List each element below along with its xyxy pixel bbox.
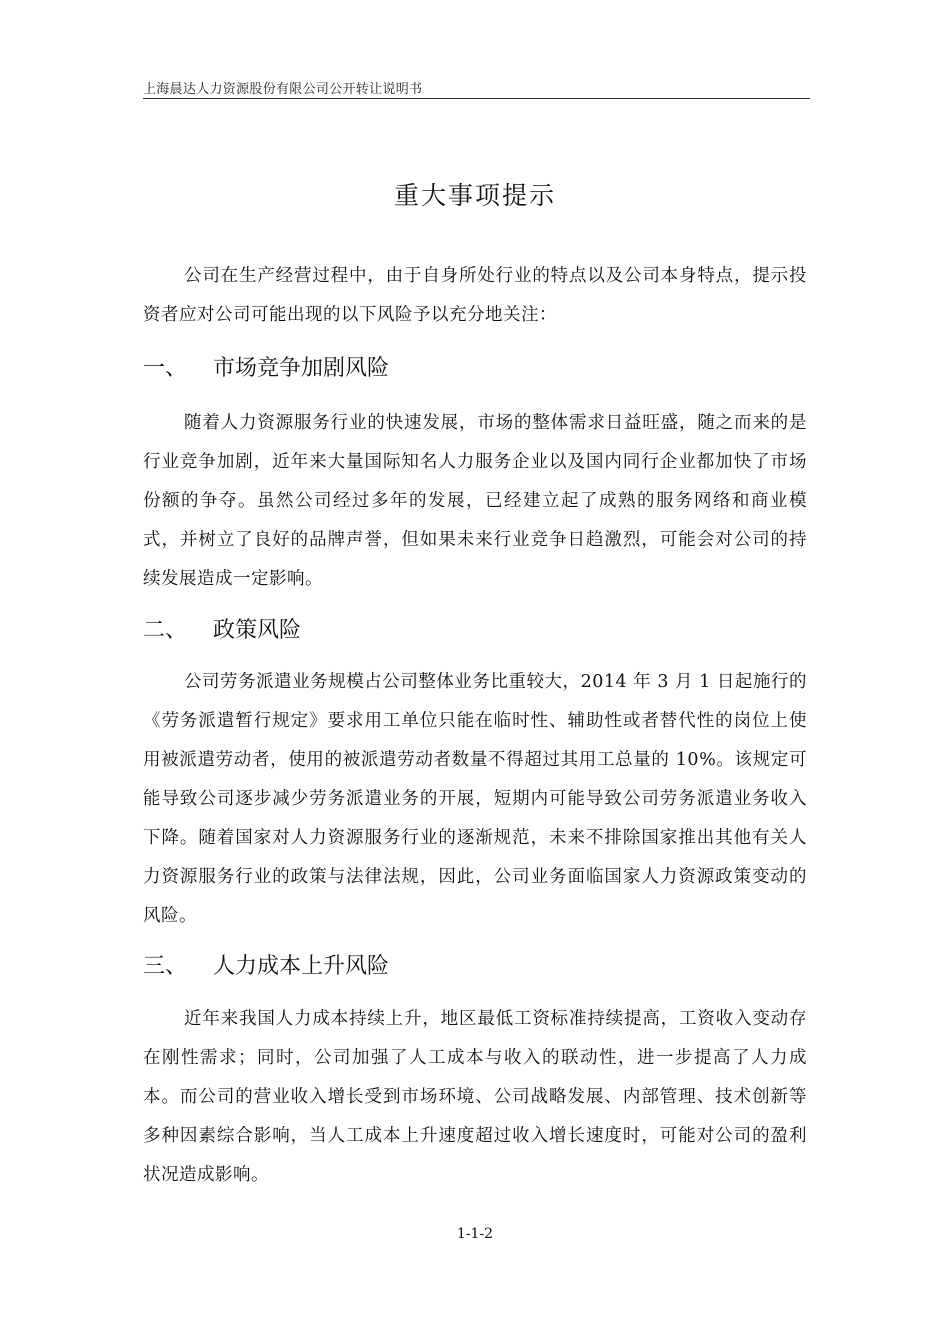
section-body-1: 随着人力资源服务行业的快速发展，市场的整体需求日益旺盛，随之而来的是行业竞争加剧，近年来大量国际知名人力服务企业以及国内同行企业都加快了市场份额的争夺。虽然公司经过多年的发展，已经建立起了成熟的服务网络和商业模式，并树立了良好的品牌声誉，但如果未来行业竞争日趋激烈，可能会对公司的持续发展造成一定影响。 [143,413,807,589]
document-header: 上海晨达人力资源股份有限公司公开转让说明书 [143,82,423,97]
section-number: 一、 [143,356,188,381]
section-heading-1 [143,351,389,382]
section-body-2: 公司劳务派遣业务规模占公司整体业务比重较大，2014 年 3 月 1 日起施行的《劳务派遣暂行规定》要求用工单位只能在临时性、辅助性或者替代性的岗位上使用被派遣劳动者，使用的被派遣劳动者数量不得超过其用工总量的 10%。该规定可能导致公司逐步减少劳务派遣业务的开展，短期内可能导致公司劳务派遣业务收入下降。随着国家对人力资源服务行业的逐渐规范，未来不排除国家推出其他有关人力资源服务行业的政策与法律法规，因此，公司业务面临国家人力资源政策变动的风险。 [143,672,807,926]
section-number: 二、 [143,618,188,643]
page-number: 1-1-2 [456,1226,494,1242]
section-heading-3 [143,949,389,980]
page-title: 重大事项提示 [393,181,556,210]
section-number: 三、 [143,954,188,979]
section-title: 人力成本上升风险 [213,954,390,979]
intro-paragraph: 公司在生产经营过程中，由于自身所处行业的特点以及公司本身特点，提示投资者应对公司可能出现的以下风险予以充分地关注： [143,266,807,325]
section-body-3: 近年来我国人力成本持续上升，地区最低工资标准持续提高，工资收入变动存在刚性需求；同时，公司加强了人工成本与收入的联动性，进一步提高了人力成本。而公司的营业收入增长受到市场环境、公司战略发展、内部管理、技术创新等多种因素综合影响，当人工成本上升速度超过收入增长速度时，可能对公司的盈利状况造成影响。 [143,1009,807,1185]
section-title: 政策风险 [213,618,302,643]
header-divider [143,98,810,99]
section-heading-2 [143,613,301,644]
section-title: 市场竞争加剧风险 [213,356,390,381]
